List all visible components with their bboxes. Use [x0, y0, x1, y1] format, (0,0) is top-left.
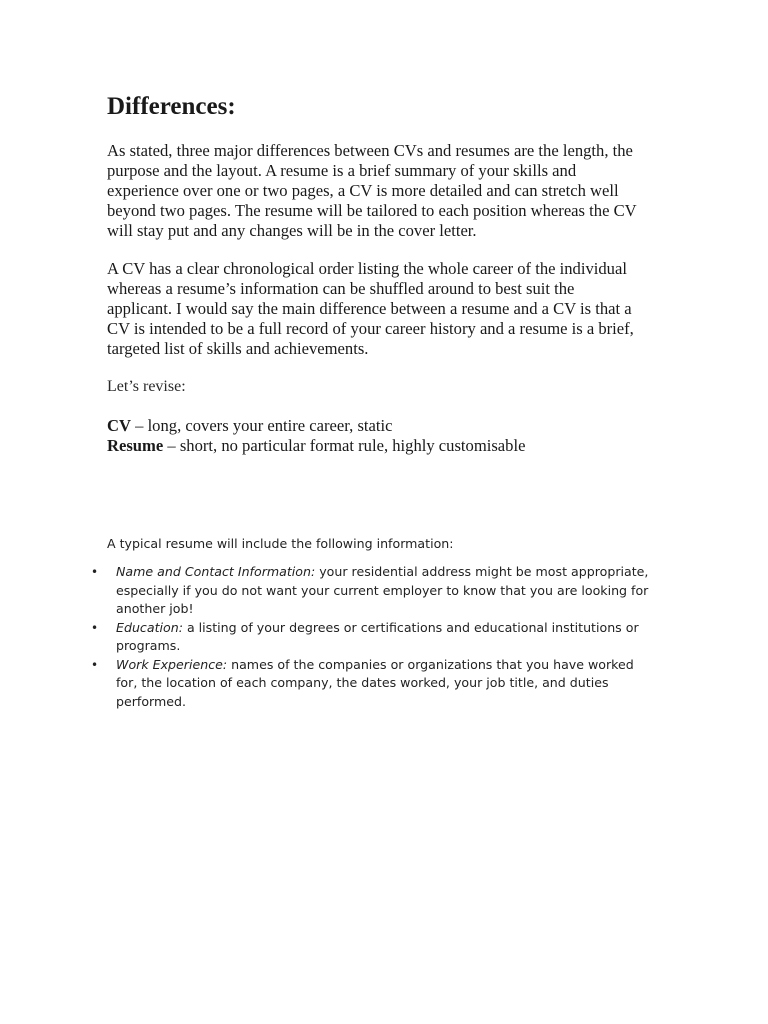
- item-text: a listing of your degrees or certifications and educational institutions or: [182, 619, 639, 635]
- bullet-icon: •: [91, 565, 99, 579]
- revise-label: Let’s revise:: [107, 378, 186, 395]
- item-term: Work Experience:: [116, 656, 228, 672]
- paragraph-line: CV is intended to be a full record of your career history and a resume is a brief,: [107, 319, 634, 338]
- paragraph-line: A CV has a clear chronological order listing the whole career of the individual: [107, 259, 627, 278]
- list-item-line: another job!: [116, 601, 194, 616]
- chronology-paragraph: [107, 259, 667, 359]
- resume-term: Resume: [107, 436, 164, 455]
- list-item-line: for, the location of each company, the dates worked, your job title, and duties: [116, 675, 609, 690]
- bullet-icon: •: [91, 620, 99, 635]
- paragraph-line: beyond two pages. The resume will be tailored to each position whereas the CV: [107, 201, 637, 220]
- item-term: Name and Contact Information:: [116, 564, 316, 579]
- list-item: [0, 619, 768, 656]
- list-item: [0, 563, 768, 619]
- resume-info-list: [0, 563, 768, 711]
- resume-intro: A typical resume will include the following information:: [107, 536, 454, 551]
- paragraph-line: targeted list of skills and achievements.: [107, 339, 369, 358]
- bullet-icon: •: [91, 657, 99, 672]
- paragraph-line: will stay put and any changes will be in the cover letter.: [107, 221, 477, 240]
- item-text: your residential address might be most appropriate,: [315, 564, 649, 579]
- list-item-first-line: [116, 619, 768, 638]
- item-term: Education:: [116, 619, 183, 635]
- revision-summary: [107, 416, 525, 456]
- list-item-line: programs.: [116, 638, 181, 653]
- differences-paragraph: [107, 141, 667, 241]
- paragraph-line: experience over one or two pages, a CV is more detailed and can stretch well: [107, 181, 619, 200]
- list-item-first-line: [116, 563, 768, 582]
- resume-summary-row: [107, 436, 525, 456]
- cv-term: CV: [107, 416, 131, 435]
- item-text: names of the companies or organizations that you have worked: [227, 656, 634, 672]
- page-title: Differences:: [107, 93, 236, 120]
- paragraph-line: As stated, three major differences between CVs and resumes are the length, the: [107, 141, 633, 160]
- paragraph-line: purpose and the layout. A resume is a brief summary of your skills and: [107, 161, 577, 180]
- list-item: [0, 656, 768, 712]
- paragraph-line: whereas a resume’s information can be shuffled around to best suit the: [107, 279, 575, 298]
- list-item-line: especially if you do not want your current employer to know that you are looking for: [116, 582, 649, 598]
- list-item-first-line: [116, 656, 768, 675]
- list-item-line: performed.: [116, 693, 187, 709]
- resume-description: – short, no particular format rule, highly customisable: [163, 436, 526, 455]
- paragraph-line: applicant. I would say the main difference between a resume and a CV is that a: [107, 299, 632, 318]
- cv-description: – long, covers your entire career, static: [130, 416, 393, 435]
- cv-summary-row: [107, 416, 525, 436]
